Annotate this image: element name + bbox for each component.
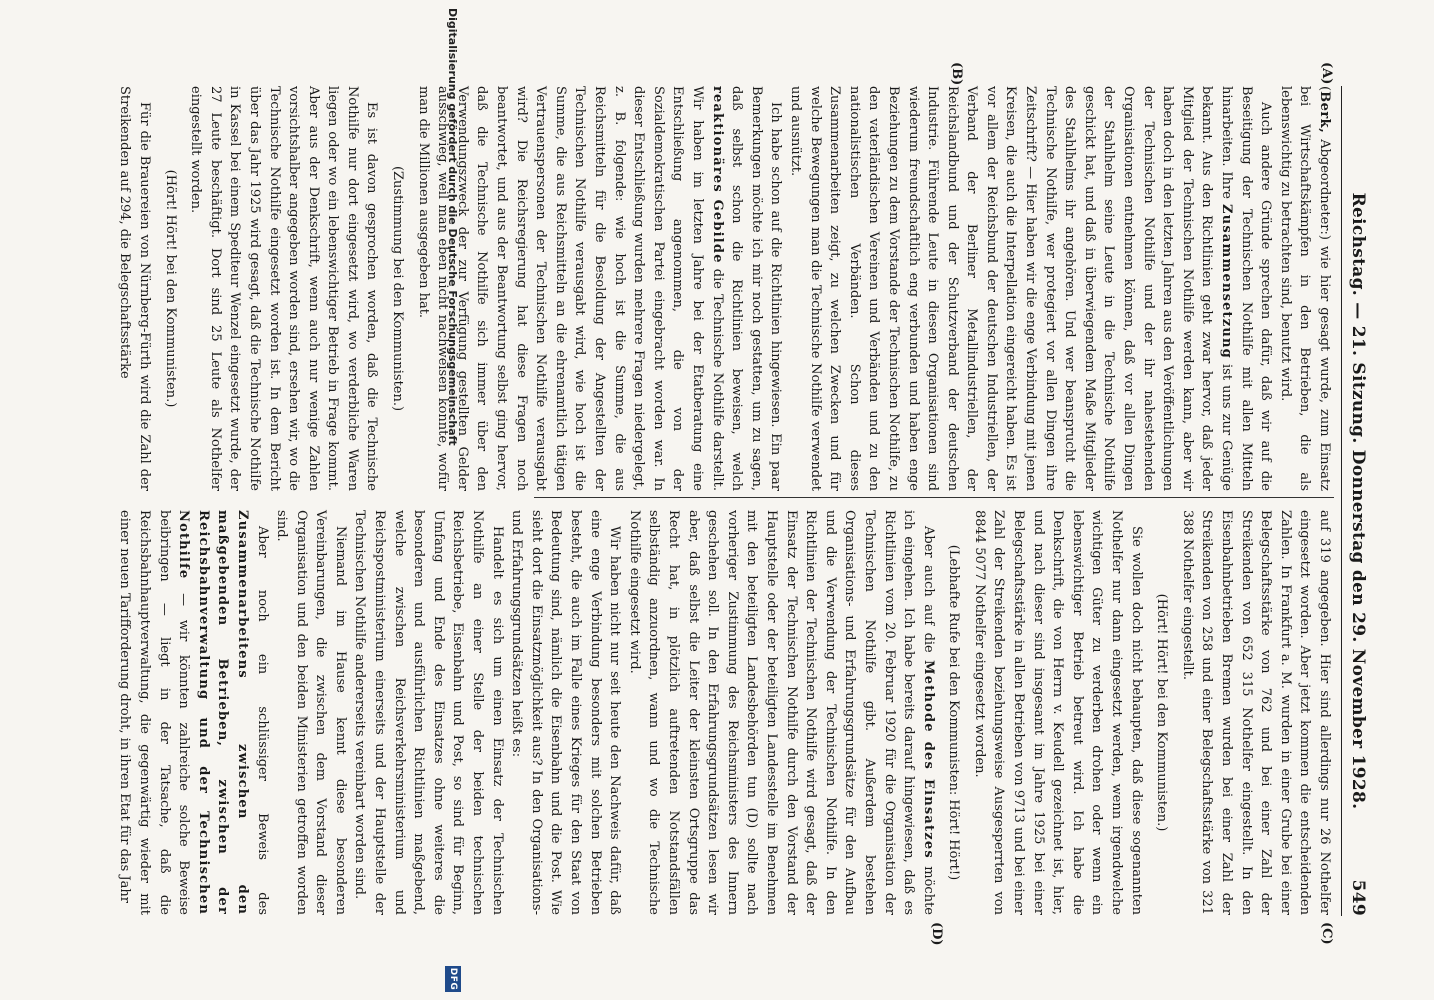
paragraph: Ich habe schon auf die Richtlinien hingewiesen. Ein paar Bemerkungen möchte ich mir noch gestatten, um zu sagen, daß selbst schon die Richtlinien beweisen, welch reaktionäres Gebilde die Technische Nothilfe darstellt. Wir haben im letzten Jahre bei der Etatberatung eine Entschließung angenommen, die von der Sozialdemokratischen Partei eingebracht worden war. In dieser Entschließung wurden mehrere Fragen niedergelegt, z. B. folgende: wie hoch ist die Summe, die aus Reichsmitteln für die Besoldung der Angestellten der Technischen Nothilfe verausgabt wird, wie hoch ist die Summe, die aus Reichsmitteln an die ehrenamtlich tätigen Vertrauenspersonen der Technischen Nothilfe verausgabt wird? Die Reichsregierung hat diese Fragen noch beantwortet, und aus der Beantwortung selbst ging hervor, daß die Technische Nothilfe sich immer über den Verwendungszweck der zur Verfügung gestellten Gelder ausschwieg, weil man eben nicht nachweisen konnte, wofür man die Millionen ausgegeben hat. xyxy=(415,86,784,491)
dfg-logo-icon: DFG xyxy=(445,966,461,992)
paragraph: Aber auch auf die Methode des Einsatzes möchte ich eingehen. Ich habe bereits darauf hingewiesen, daß es Richtlinien vom 20. Februar 1920 für die Organisation der Technischen Nothilfe gibt. Außerdem bestehen Organisations- und Erfahrungsgrundsätze für den Aufbau und die Verwendung der Technischen Nothilfe. In den Richtlinien der Technischen Nothilfe wird gesagt, daß der Einsatz der Technischen Nothilfe durch den Vorstand der Hauptstelle oder der beteiligten Landesstelle im Benehmen mit den beteiligten Landesbehörden tun (D) sollte nach vorheriger Zustimmung des Reichsministers des Innern geschehen soll. In den Erfahrungsgrundsätzen lesen wir aber, daß selbst die Leiter der kleinsten Ortsgruppe das Recht hat, in plötzlich auftretenden Notstandsfällen selbständig anzuordnen, wann und wo die Technische Nothilfe eingesetzt wird. xyxy=(626,510,936,915)
emphasis: Methode des Einsatzes xyxy=(920,660,936,859)
margin-marker-d: (D) xyxy=(929,922,944,946)
digitization-footer xyxy=(440,0,464,1000)
paragraph: Auch andere Gründe sprechen dafür, daß wir auf die Beseitigung der Technischen Nothilfe mit allen Mitteln hinarbeiten. Ihre Zusammensetzung ist uns zur Genüge bekannt. Aus den Richtlinien geht zwar hervor, daß jeder Mitglied der Technischen Nothilfe werden kann, aber wir haben doch in den letzten Jahren aus den Veröffentlichungen der Technischen Nothilfe und der ihr nahestehenden Organisationen entnehmen können, daß vor allen Dingen der Stahlhelm seine Leute in die Technische Nothilfe geschickt hat, und daß in überwiegendem Maße Mitglieder des Stahlhelms ihr angehören. Und wer beansprucht die Technische Nothilfe, wer protegiert vor allen Dingen ihre Zeitschrift? — Hier haben wir die enge Verbindung mit jenen Kreisen, die auch die Interpellation eingereicht haben. Es ist vor allem der Reichsbund der deutschen Industriellen, der Verband der Berliner Metallindustriellen, der Reichslandbund und der Schutzverband der deutschen Industrie. Führende Leute in diesen Organisationen sind wiederum freundschaftlich eng verbunden und haben enge Beziehungen zu dem Vorstande der Technischen Nothilfe, zu den vaterländischen Vereinen und Verbänden und zu den nationalistischen Verbänden. Schon dieses Zusammenarbeiten zeigt, zu welchen Zwecken und für welche Bewegungen man die Technische Nothilfe verwendet und ausnützt. xyxy=(787,86,1274,491)
interjection: (Hört! Hört! bei den Kommunisten.) xyxy=(162,169,178,408)
footer-credit: Digitalisierung gefördert durch die Deutsche Forschungsgemeinschaft xyxy=(446,8,459,446)
paragraph: Sie wollen doch nicht behaupten, daß diese sogenannten Nothelfer nur dann eingesetzt werden, wenn irgendwelche wichtigen Güter zu verderben drohen oder wenn ein lebenswichtiger Betrieb betreut wird. Ich habe die Denkschrift, die von Herrn v. Keudell gezeichnet ist, hier, und nach dieser sind insgesamt im Jahre 1925 bei einer Belegschaftsstärke in allen Betrieben von 9713 und bei einer Zahl der Streikenden beziehungsweise Ausgesperrten von 8844 5077 Nothelfer eingesetzt worden. xyxy=(971,510,1144,915)
emphasis: Zusammenarbeitens zwischen den maßgebenden Betrieben, zwischen der Reichsbahnverwaltung und der Technischen Nothilfe xyxy=(176,510,250,915)
interjection: (Zustimmung bei den Kommunisten.) xyxy=(390,165,406,412)
paragraph: Aber noch ein schlüssiger Beweis des Zusammenarbeitens zwischen den maßgebenden Betrieben, zwischen der Reichsbahnverwaltung und der Technischen Nothilfe — wir könnten zahlreiche solche Beweise beibringen — liegt in der Tatsache, daß die Reichsbahnhauptverwaltung, die gegenwärtig wieder mit einer neuen Tarifforderung droht, in ihren Etat für das Jahr xyxy=(117,510,270,915)
interjection: (Hört! Hört! bei den Kommunisten.) xyxy=(1154,593,1170,832)
emphasis: reaktionäres Gebilde xyxy=(709,86,725,264)
speaker-name: Berk, xyxy=(1317,91,1332,134)
paragraph: (Berk, Abgeordneter:) wie hier gesagt wurde, zum Einsatz bei Wirtschaftskämpfen in den Betrieben, die als lebenswichtig zu betrachten sind, benutzt wird. xyxy=(1277,86,1332,491)
interjection: (Lebhafte Rufe bei den Kommunisten: Hört! Hört!) xyxy=(946,544,962,881)
margin-marker-b: (B) xyxy=(949,62,964,86)
emphasis: Zusammensetzung xyxy=(1219,204,1235,359)
paragraph: Es ist davon gesprochen worden, daß die Technische Nothilfe nur dort eingesetzt wird, wo verderbliche Waren liegen oder wo ein lebenswichtiger Betrieb in Frage kommt. Aber aus der Denkschrift, wenn auch nur wenige Zahlen vorsichtshalber angegeben worden sind, ersehen wir, wo die Technische Nothilfe eingesetzt worden ist. In dem Bericht über das Jahr 1925 wird gesagt, daß die Technische Nothilfe in Kassel bei einem Spediteur Wenzel eingesetzt wurde, der 27 Leute beschäftigt. Dort sind 25 Leute als Nothelfer eingestellt worden. xyxy=(188,86,380,491)
paragraph: Für die Brauereien von Nürnberg-Fürth wird die Zahl der Streikenden auf 294, die Belegschaftsstärke xyxy=(117,86,152,491)
paragraph: auf 319 angegeben. Hier sind allerdings nur 26 Nothelfer eingesetzt worden. Aber jetzt kommen die entscheidenden Zahlen. In Frankfurt a. M. wurden in einer Grube bei einer Belegschaftsstärke von 762 und bei einer Zahl der Streikenden von 652 315 Nothelfer eingestellt. In den Eisenbahnbetrieben Bremen wurden bei einer Zahl der Streikenden von 258 und einer Belegschaftsstärke von 321 388 Nothelfer eingestellt. xyxy=(1179,510,1332,915)
margin-marker-c: (C) xyxy=(1319,922,1334,945)
column-divider xyxy=(534,497,1334,498)
page-title: Reichstag. — 21. Sitzung. Donnerstag den 29. November 1928. xyxy=(1348,192,1368,810)
right-column xyxy=(117,510,1334,915)
margin-marker-a: (A) xyxy=(1319,62,1334,85)
quote: Handelt es sich um einen Einsatz der Technischen Nothilfe an einer Stelle der beiden technischen Reichsbetriebe, Eisenbahn und Post, so sind für Beginn, Umfang und Ende des Einsatzes ohne weiteres die besonderen und ausführlichen Richtlinien maßgebend, welche zwischen Reichsverkehrsministerium und Reichspostministerium einerseits und der Hauptstelle der Technischen Nothilfe andererseits vereinbart worden sind. xyxy=(352,510,505,915)
speaker-role: Abgeordneter: xyxy=(1317,133,1332,235)
paragraph: Niemand im Hause kennt diese besonderen Vereinbarungen, die zwischen dem Vorstand dieser Organisation und den beiden Ministerien getroffen worden sind. xyxy=(274,510,348,915)
page-header xyxy=(1341,86,1370,916)
paragraph: Wir haben nicht nur seit heute den Nachweis dafür, daß eine enge Verbindung besonders mit solchen Betrieben besteht, die auch im Falle eines Krieges für den Staat von Bedeutung sind, nämlich die Eisenbahn und die Post. Wie sieht dort die Einsatzmöglichkeit aus? In den Organisations- und Erfahrungsgrundsätzen heißt es: xyxy=(509,510,623,915)
page-number: 549 xyxy=(1348,879,1368,916)
